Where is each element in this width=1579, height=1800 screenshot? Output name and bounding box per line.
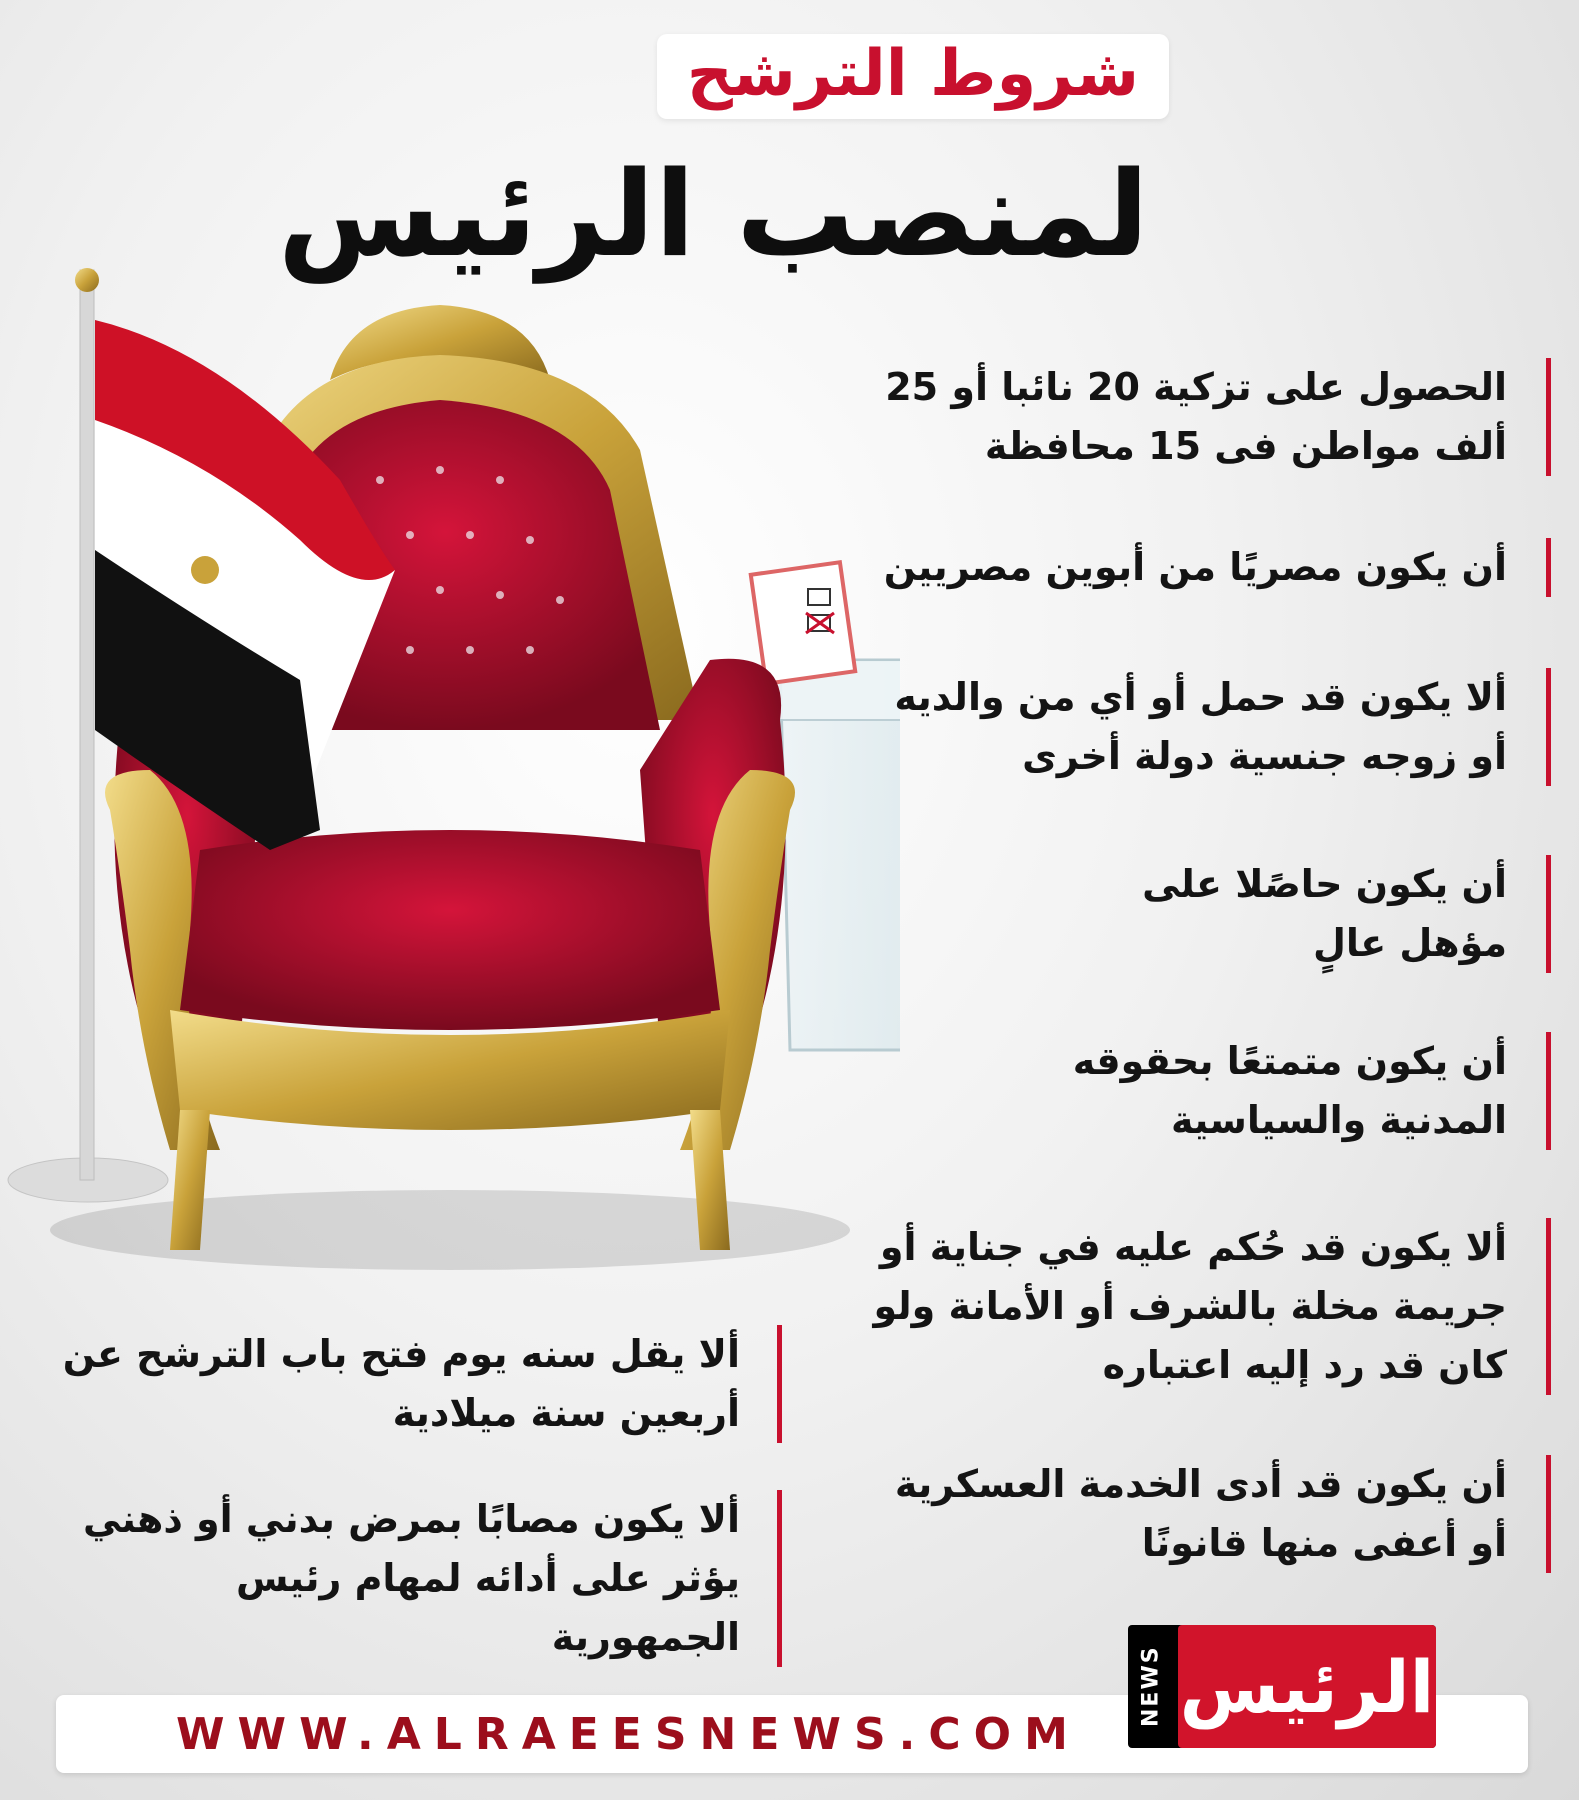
condition-line: الحصول على تزكية 20 نائبا أو 25 [885,365,1507,409]
website-url[interactable]: WWW.ALRAEESNEWS.COM [176,1708,1081,1760]
condition-line: كان قد رد إليه اعتباره [1102,1342,1507,1387]
title-top: شروط الترشح [657,34,1169,119]
condition-line: جريمة مخلة بالشرف أو الأمانة ولو [873,1283,1507,1328]
condition-line: أن يكون متمتعًا بحقوقه [1072,1039,1507,1083]
condition-no-conviction [874,1218,1507,1395]
throne-illustration [0,250,900,1310]
condition-egyptian-parents [884,538,1507,597]
condition-line: أن يكون مصريًا من أبوين مصريين [883,545,1507,589]
condition-line: ألا يكون قد حُكم عليه في جناية أو [879,1225,1507,1269]
condition-line: أن يكون حاصًلا على [1142,862,1507,906]
logo-brand-text: الرئيس [1178,1625,1436,1748]
condition-nomination [885,358,1507,476]
condition-line: ألا يكون مصابًا بمرض بدني أو ذهني [83,1497,740,1541]
condition-age [40,1325,740,1443]
condition-line: أو أعفى منها قانونًا [1141,1520,1507,1565]
alraees-logo [1128,1625,1436,1748]
condition-higher-education [1142,855,1507,973]
condition-line: ألف مواطن فى 15 محافظة [984,423,1507,468]
condition-health [40,1490,740,1667]
condition-military-service [895,1455,1507,1573]
condition-line: أربعين سنة ميلادية [392,1390,740,1435]
condition-line: أن يكون قد أدى الخدمة العسكرية [894,1462,1507,1506]
condition-line: مؤهل عالٍ [1312,920,1507,965]
condition-line: المدنية والسياسية [1170,1097,1507,1142]
condition-line: يؤثر على أدائه لمهام رئيس الجمهورية [235,1555,740,1659]
logo-news-label: NEWS [1138,1645,1164,1728]
page-title: لمنصب الرئيس [277,145,1149,283]
condition-line: ألا يقل سنه يوم فتح باب الترشح عن [62,1332,740,1376]
condition-line: أو زوجه جنسية دولة أخرى [1022,733,1507,778]
condition-civil-rights [1073,1032,1507,1150]
condition-no-other-nationality [894,668,1507,786]
condition-line: ألا يكون قد حمل أو أي من والديه [894,675,1507,719]
